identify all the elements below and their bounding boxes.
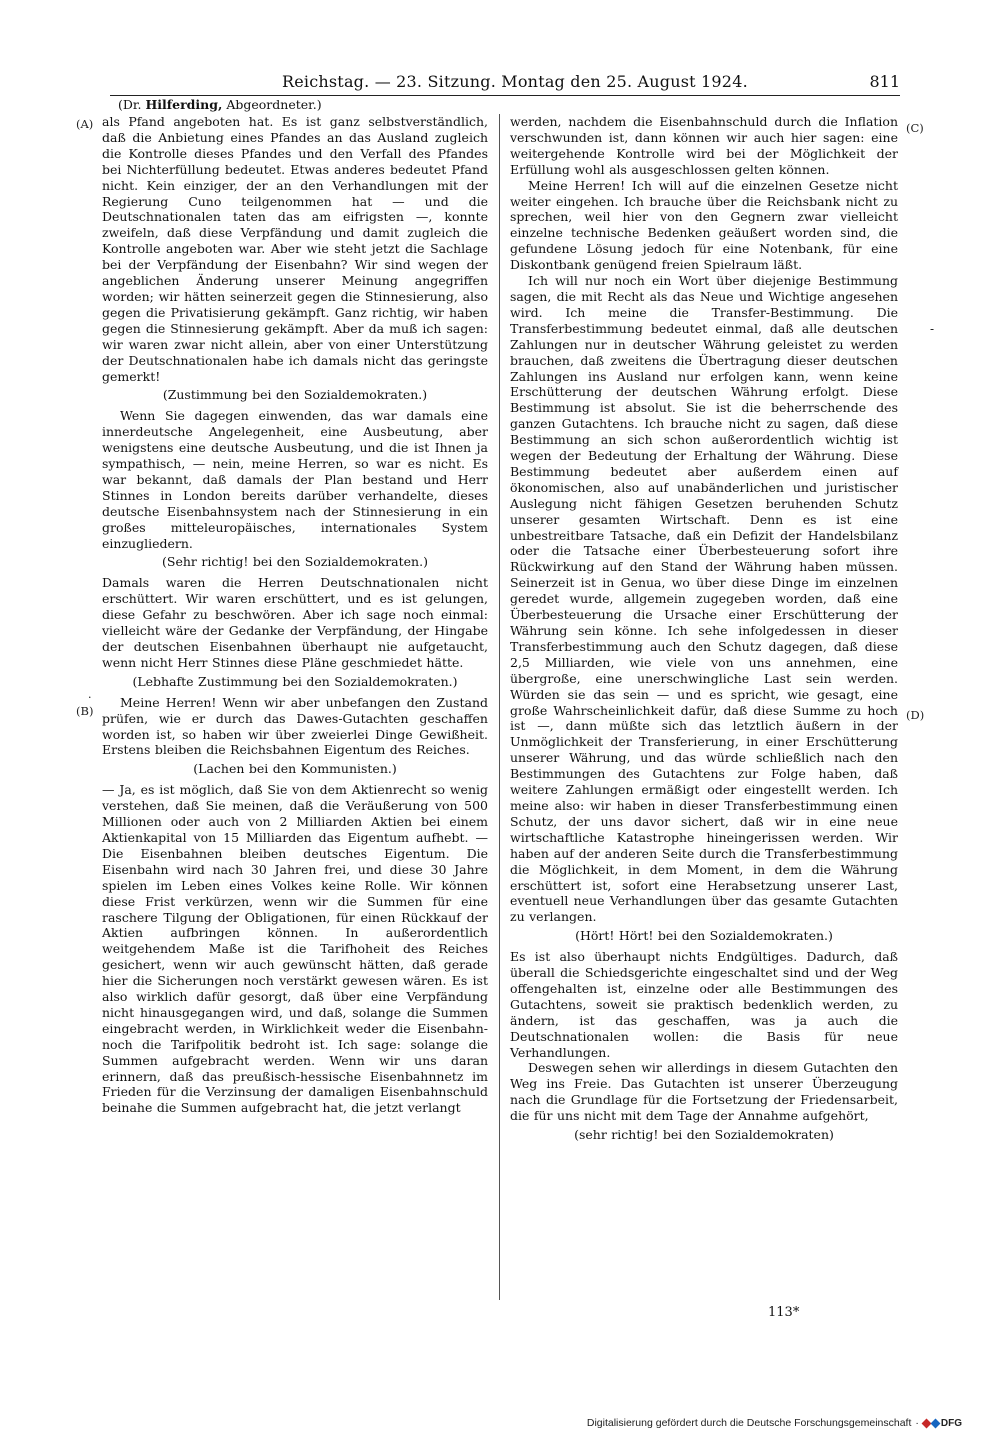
interjection: (Sehr richtig! bei den Sozialdemokraten.)	[162, 554, 428, 570]
left-column	[102, 114, 488, 1116]
paragraph: — Ja, es ist möglich, daß Sie von dem Aktienrecht so wenig verstehen, daß Sie meinen, daß die Veräußerung von 500 Millionen oder auch von 2 Milliarden Aktien bei einem Aktienkapital von 15 Milliarden das Eigentum aufhebt. — Die Eisenbahnen bleiben deutsches Eigentum. Die Eisenbahn wird nach 30 Jahren frei, und diese 30 Jahre spielen im Leben eines Volkes keine Rolle. Wir können diese Frist verkürzen, wenn wir die Summen für eine raschere Tilgung der Obligationen, für einen Rückkauf der Aktien aufbringen können. In außerordentlich weitgehendem Maße ist die Tarifhoheit des Reiches gesichert, wenn wir auch gewünscht hätten, daß gerade hier die Sicherungen noch verstärkt gewesen wären. Es ist also wirklich dafür gesorgt, daß über eine Verpfändung nicht hinausgegangen wird, und daß, solange die Summen eingebracht werden, in Wirklichkeit weder die Eisenbahn- noch die Tarifpolitik bedroht ist. Ich sage: solange die Summen aufgebracht werden. Wenn wir uns daran erinnern, daß das preußisch-hessische Eisenbahnnetz im Frieden für die Verzinsung der damaligen Eisenbahnschuld beinahe die Summen aufgebracht hat, die jetzt verlangt	[102, 782, 488, 1116]
signature-mark: 113*	[768, 1305, 800, 1320]
paragraph: Es ist also überhaupt nichts Endgültiges. Dadurch, daß überall die Schiedsgerichte eingeschaltet sind und der Weg offengehalten ist, einzelne oder alle Bestimmungen des Gutachtens, soweit sie praktisch bedenklich werden, zu ändern, ist das geschaffen, was ja auch die Deutschnationalen wollen: die Basis für neue Verhandlungen.	[510, 949, 898, 1060]
speaker-line	[118, 97, 322, 112]
speaker-role: Abgeordneter.)	[222, 97, 322, 112]
margin-marker-c: (C)	[906, 121, 924, 135]
right-column	[510, 114, 898, 1148]
paragraph: als Pfand angeboten hat. Es ist ganz selbstverständlich, daß die Anbietung eines Pfandes an das Ausland zugleich die Kontrolle dieses Pfandes und den Verfall des Pfandes bei Nichterfüllung bedeutet. Etwas anderes bedeutet Pfand nicht. Kein einziger, der an den Verhandlungen mit der Regierung Cuno teilgenommen hat — und die Deutschnationalen taten das am eifrigsten —, konnte zweifeln, daß diese Verpfändung und damit zugleich die Kontrolle angeboten war. Aber wie steht jetzt die Sachlage bei der Verpfändung der Eisenbahn? Wir sind wegen der angeblichen Änderung unserer Meinung angegriffen worden; wir hätten seinerzeit gegen die Stinnesierung, also gegen die Privatisierung gekämpft. Ganz richtig, wir haben gegen die Stinnesierung gekämpft. Aber da muß ich sagen: wir waren zwar nicht allein, aber von einer Unterstützung der Deutschnationalen habe ich damals nicht das geringste gemerkt!	[102, 114, 488, 384]
running-head: Reichstag. — 23. Sitzung. Montag den 25. August 1924.	[282, 72, 748, 91]
column-divider	[499, 114, 500, 1300]
header-rule	[110, 95, 900, 96]
interjection: (Lachen bei den Kommunisten.)	[193, 761, 397, 777]
footer-text: Digitalisierung gefördert durch die Deutsche Forschungsgemeinschaft	[586, 1417, 912, 1429]
paragraph: Deswegen sehen wir allerdings in diesem Gutachten den Weg ins Freie. Das Gutachten ist unserer Überzeugung nach die Grundlage für die Fortsetzung der Friedensarbeit, die für uns nicht mit dem Tage der Annahme aufgehört,	[510, 1060, 898, 1124]
interjection: (Lebhafte Zustimmung bei den Sozialdemokraten.)	[132, 673, 458, 689]
margin-marker-d: (D)	[906, 708, 925, 722]
paragraph: werden, nachdem die Eisenbahnschuld durch die Inflation verschwunden ist, dann können wir auch hier sagen: eine weitergehende Kontrolle wird bei der Möglichkeit der Erfüllung wohl als ausgeschlossen gelten können.	[510, 114, 898, 177]
margin-dash: -	[930, 322, 935, 336]
dfg-logo-text: DFG	[940, 1417, 962, 1429]
speaker-prefix: (Dr.	[118, 97, 146, 112]
page-number: 811	[869, 72, 900, 91]
paragraph: Ich will nur noch ein Wort über diejenige Bestimmung sagen, die mit Recht als das Neue und Wichtige angesehen wird. Ich meine die Transfer-Bestimmung. Die Transferbestimmung bedeutet einmal, daß alle deutschen Zahlungen nur in deutscher Währung geleistet zu werden brauchen, daß zweitens die Übertragung dieser deutschen Zahlungen ins Ausland nur erfolgen kann, wenn keine Erschütterung der deutschen Währung erfolgt. Diese Bestimmung ist absolut. Sie ist die beherrschende des ganzen Gutachtens. Ich brauche nicht zu sagen, daß diese Bestimmung an sich schon außerordentlich wichtig ist wegen der Bedeutung der Erhaltung der Währung. Diese Bestimmung bedeutet aber außerdem einen auf ökonomischen, also auf unabänderlichen und juristischer Auslegung nicht fähigen Gesetzen beruhenden Schutz unserer gesamten Wirtschaft. Denn es ist eine unbestreitbare Tatsache, daß ein Defizit der Handelsbilanz oder die Tatsache einer Überbesteuerung sofort ihre Rückwirkung auf den Stand der Währung haben müssen. Seinerzeit ist in Genua, wo über diese Dinge im einzelnen geredet wurde, allgemein zugegeben worden, daß eine Überbesteuerung die Ursache einer Erschütterung der Währung sein könne. Ich sehe infolgedessen in dieser Transferbestimmung auch den Schutz dagegen, daß diese 2,5 Milliarden, wie viele von uns annehmen, eine übergroße, eine unerschwingliche Last sein werden. Würden sie das sein — und es spricht, wie gesagt, eine große Wahrscheinlichkeit dafür, daß diese Summe zu hoch ist —, dann müßte sich das letztlich äußern in der Unmöglichkeit der Transferierung, in einer Erschütterung unserer Währung, und das würde schließlich nach den Bestimmungen des Gutachtens zur Folge haben, daß weitere Zahlungen ermäßigt oder eingestellt werden. Ich meine also: wir haben in dieser Transferbestimmung einen Schutz, der uns davor sichert, daß wir in eine neue wirtschaftliche Katastrophe hineingerissen werden. Wir haben auf der anderen Seite durch die Transferbestimmung die Möglichkeit, in dem Moment, in dem die Währung erschüttert ist, sofort eine Herabsetzung unserer Last, eventuell neue Verhandlungen über das gesamte Gutachten zu verlangen.	[510, 273, 898, 925]
paragraph: Damals waren die Herren Deutschnationalen nicht erschüttert. Wir waren erschüttert, und es ist gelungen, diese Gefahr zu beschwören. Aber ich sage noch einmal: vielleicht wäre der Gedanke der Verpfändung, der Hingabe der deutschen Eisenbahnen überhaupt nie aufgetaucht, wenn nicht Herr Stinnes diese Pläne geschmiedet hätte.	[102, 575, 488, 670]
interjection: (Zustimmung bei den Sozialdemokraten.)	[162, 387, 428, 403]
paragraph: Wenn Sie dagegen einwenden, das war damals eine innerdeutsche Angelegenheit, eine Ausbeutung, aber wenigstens eine deutsche Ausbeutung, und die ist Ihnen ja sympathisch, — nein, meine Herren, so war es nicht. Es war bekannt, daß damals der Plan bestand und Herr Stinnes in London bereits darüber verhandelte, dieses deutsche Eisenbahnsystem nach der Stinnesierung in ein großes mitteleuropäisches, internationales System einzugliedern.	[102, 408, 488, 551]
paragraph: Meine Herren! Wenn wir aber unbefangen den Zustand prüfen, wie er durch das Dawes-Gutachten geschaffen worden ist, so haben wir über zweierlei Dinge Gewißheit. Erstens bleiben die Reichsbahnen Eigentum des Reiches.	[102, 694, 488, 758]
dfg-logo-icon	[923, 1418, 962, 1429]
paragraph: Meine Herren! Ich will auf die einzelnen Gesetze nicht weiter eingehen. Ich brauche über die Reichsbank nicht zu sprechen, weil hier von den Gegnern zwar vielleicht einzelne technische Bedenken geäußert worden sind, die gefundene Lösung jedoch für eine Notenbank, für eine Diskontbank genügend freien Spielraum läßt.	[510, 177, 898, 273]
interjection: (Hört! Hört! bei den Sozialdemokraten.)	[575, 928, 833, 944]
margin-dot: .	[88, 688, 92, 701]
margin-marker-b: (B)	[76, 704, 94, 718]
interjection: (sehr richtig! bei den Sozialdemokraten)	[574, 1127, 834, 1143]
speaker-name: Hilferding,	[145, 97, 223, 112]
margin-marker-a: (A)	[76, 117, 94, 131]
footer: Digitalisierung gefördert durch die Deutsche Forschungsgemeinschaft · DFG	[586, 1417, 962, 1429]
page-header	[110, 70, 900, 96]
